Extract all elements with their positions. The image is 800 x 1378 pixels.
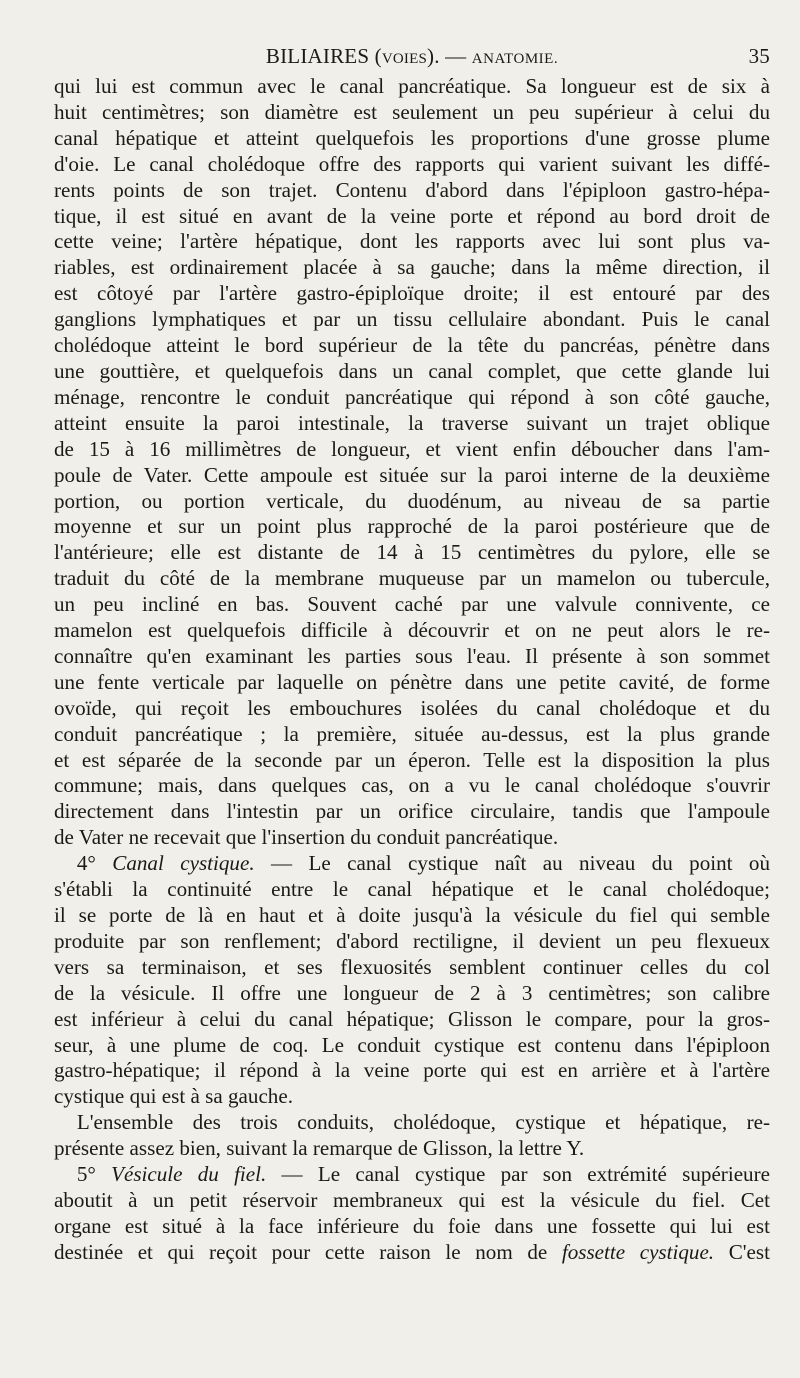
text-line: une gouttière, et quelquefois dans un canal complet, que cette glande lui [54, 358, 770, 383]
text-line: de Vater ne recevait que l'insertion du conduit pancréatique. [54, 825, 559, 850]
text-line: s'établi la continuité entre le canal hépatique et le canal cholédoque; [54, 877, 770, 902]
text-line: mamelon est quelquefois difficile à découvrir et on ne peut alors le re- [54, 618, 770, 643]
text-line: présente assez bien, suivant la remarque de Glisson, la lettre Y. [54, 1136, 585, 1161]
text-line: seur, à une plume de coq. Le conduit cystique est contenu dans l'épiploon [54, 1032, 770, 1057]
running-title-dash: — [445, 44, 467, 68]
section-heading: Canal cystique. [112, 851, 255, 876]
page-number: 35 [748, 44, 770, 68]
text-line: riables, est ordinairement placée à sa gauche; dans la même direction, il [54, 255, 770, 280]
running-title-paren: (voies). [374, 44, 440, 68]
paragraph-lettre-y [54, 1110, 770, 1162]
paragraph-vesicule-du-fiel [54, 1162, 770, 1266]
text-line: vers sa terminaison, et ses flexuosités semblent continuer celles du col [54, 954, 770, 979]
text-line: connaître qu'en examinant les parties sous l'eau. Il présente à son sommet [54, 643, 770, 668]
text-line: une fente verticale par laquelle on pénètre dans une petite cavité, de forme [54, 669, 770, 694]
text-fragment: — Le canal cystique par son extrémité supérieure [281, 1162, 770, 1187]
text-line: poule de Vater. Cette ampoule est située sur la paroi interne de la deuxième [54, 462, 770, 487]
text-line: de 15 à 16 millimètres de longueur, et vient enfin déboucher dans l'am- [54, 436, 770, 461]
text-line: atteint ensuite la paroi intestinale, la traverse suivant un trajet oblique [54, 410, 770, 435]
running-head [54, 38, 770, 74]
text-line: ménage, rencontre le conduit pancréatique qui répond à son côté gauche, [54, 384, 770, 409]
text-line: cholédoque atteint le bord supérieur de la tête du pancréas, pénètre dans [54, 333, 770, 358]
text-line: gastro-hépatique; il répond à la veine porte qui est en arrière et à l'artère [54, 1058, 770, 1083]
text-line: et est séparée de la seconde par un éperon. Telle est la disposition la plus [54, 747, 770, 772]
text-line: directement dans l'intestin par un orifice circulaire, tandis que l'ampoule [54, 799, 770, 824]
text-line: est inférieur à celui du canal hépatique; Glisson le compare, pour la gros- [54, 1006, 770, 1031]
text-line: moyenne et sur un point plus rapproché de la paroi postérieure que de [54, 514, 770, 539]
section-heading: Vésicule du fiel. [111, 1162, 267, 1187]
running-title [54, 44, 770, 69]
text-fragment: destinée et qui reçoit pour cette raison le nom de [54, 1239, 548, 1264]
text-line: organe est situé à la face inférieure du foie dans une fossette qui lui est [54, 1213, 770, 1238]
paragraph-choledoque [54, 74, 770, 851]
text-line: rents points de son trajet. Contenu d'abord dans l'épiploon gastro-hépa- [54, 177, 770, 202]
running-title-section: ANATOMIE. [471, 51, 559, 67]
text-line [54, 1110, 770, 1136]
text-line: produite par son renflement; d'abord rectiligne, il devient un peu flexueux [54, 928, 770, 953]
text-fragment: L'ensemble des trois conduits, cholédoque, cystique et hépatique, re- [76, 1110, 770, 1135]
text-line: traduit du côté de la membrane muqueuse par un mamelon ou tubercule, [54, 566, 770, 591]
section-number: 4° [76, 851, 96, 876]
text-line: huit centimètres; son diamètre est seulement un peu supérieur à celui du [54, 99, 770, 124]
text-line: ovoïde, qui reçoit les embouchures isolées du canal cholédoque et du [54, 695, 770, 720]
paragraph-canal-cystique [54, 851, 770, 1110]
text-line: cystique qui est à sa gauche. [54, 1084, 293, 1109]
running-title-main: BILIAIRES [265, 44, 370, 68]
section-number: 5° [76, 1162, 96, 1187]
italic-term: fossette cystique. [561, 1239, 715, 1264]
text-line: d'oie. Le canal cholédoque offre des rapports qui varient suivant les diffé- [54, 151, 770, 176]
text-line: qui lui est commun avec le canal pancréatique. Sa longueur est de six à [54, 74, 770, 98]
text-line: il se porte de là en haut et à doite jusqu'à la vésicule du fiel qui semble [54, 903, 770, 927]
text-line: conduit pancréatique ; la première, située au-dessus, est la plus grande [54, 721, 770, 746]
text-fragment: — Le canal cystique naît au niveau du point où [271, 851, 771, 876]
text-line: de la vésicule. Il offre une longueur de 2 à 3 centimètres; son calibre [54, 980, 770, 1005]
text-line: un peu incliné en bas. Souvent caché par une valvule connivente, ce [54, 592, 770, 617]
text-line: canal hépatique et atteint quelquefois les proportions d'une grosse plume [54, 125, 770, 150]
body-text [54, 74, 770, 1266]
text-line: est côtoyé par l'artère gastro-épiploïque droite; il est entouré par des [54, 281, 770, 306]
text-line: tique, il est situé en avant de la veine porte et répond au bord droit de [54, 203, 770, 228]
text-line [54, 1240, 770, 1266]
text-line: aboutit à un petit réservoir membraneux qui est la vésicule du fiel. Cet [54, 1187, 770, 1212]
text-line: portion, ou portion verticale, du duodénum, au niveau de sa partie [54, 488, 770, 513]
text-line [54, 851, 770, 877]
text-line [54, 1162, 770, 1188]
text-line: ganglions lymphatiques et par un tissu cellulaire abondant. Puis le canal [54, 307, 770, 332]
text-fragment: C'est [728, 1239, 770, 1264]
text-line: commune; mais, dans quelques cas, on a vu le canal cholédoque s'ouvrir [54, 773, 770, 798]
text-line: l'antérieure; elle est distante de 14 à 15 centimètres du pylore, elle se [54, 540, 770, 565]
text-line: cette veine; l'artère hépatique, dont les rapports avec lui sont plus va- [54, 229, 770, 254]
